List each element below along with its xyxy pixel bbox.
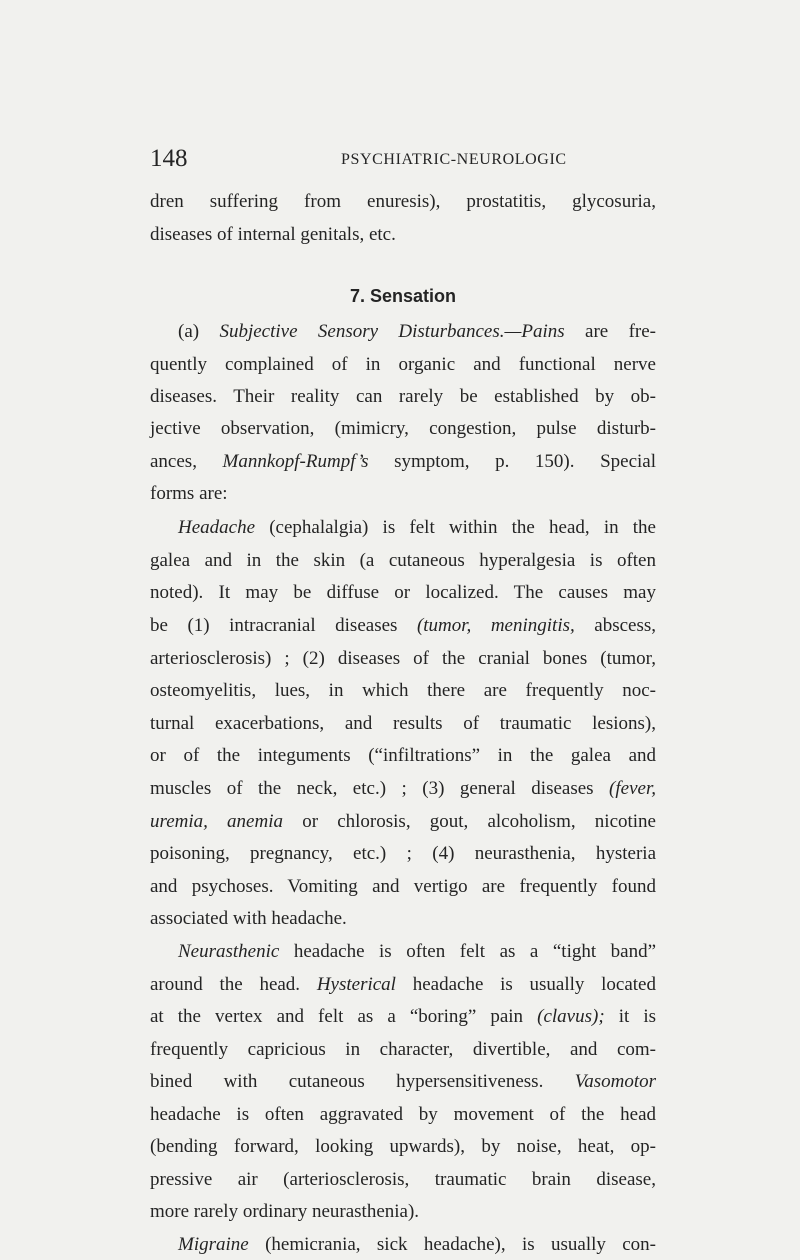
text-line (178, 937, 656, 967)
text-line (150, 382, 656, 412)
page-number: 148 (150, 145, 188, 172)
text-run: galea and in the skin (a cutaneous hyperalgesia is often (150, 550, 656, 571)
text-run: more rarely ordinary neurasthenia). (150, 1201, 420, 1222)
text-run: bined with cutaneous hypersensitiveness. (150, 1071, 575, 1092)
text-line (150, 1002, 656, 1032)
text-line (150, 709, 656, 739)
text-line (150, 479, 656, 509)
text-line (150, 1067, 656, 1097)
section-heading (150, 281, 656, 311)
text-run: (bending forward, looking upwards), by noise, heat, op- (150, 1136, 656, 1157)
text-run: dren suffering from enuresis), prostatitis, glycosuria, (150, 191, 656, 212)
italic-run: Mannkopf-Rumpf’s (222, 451, 369, 472)
text-run: turnal exacerbations, and results of traumatic lesions), (150, 713, 656, 734)
text-line (178, 513, 656, 543)
text-line (150, 872, 656, 902)
text-line (150, 1100, 656, 1130)
text-line (150, 676, 656, 706)
text-run: symptom, p. 150). Special (368, 451, 656, 472)
italic-run: (tumor, meningitis, (416, 615, 575, 636)
text-run: diseases. Their reality can rarely be established by ob- (150, 386, 656, 407)
text-line (150, 1035, 656, 1065)
text-run: associated with headache. (150, 908, 347, 929)
text-line (150, 187, 656, 217)
text-run: frequently capricious in character, divertible, and com- (150, 1039, 656, 1060)
text-run: ances, (150, 451, 223, 472)
text-line (150, 350, 656, 380)
text-line (150, 839, 656, 869)
text-run: it is (604, 1006, 657, 1027)
text-run: headache is usually located (395, 974, 656, 995)
italic-run: Vasomotor (574, 1071, 656, 1092)
text-line (150, 774, 656, 804)
text-line (150, 741, 656, 771)
text-run: or of the integuments (“infiltrations” in the galea and (150, 745, 656, 766)
italic-run: Subjective Sensory Disturbances.—Pains (219, 321, 565, 342)
text-run: jective observation, (mimicry, congestion, pulse disturb- (150, 418, 656, 439)
text-run: be (1) intracranial diseases (150, 615, 417, 636)
text-line (150, 970, 656, 1000)
text-run: headache is often felt as a “tight band” (279, 941, 656, 962)
text-run: forms are: (150, 483, 228, 504)
text-run: (hemicrania, sick headache), is usually con- (248, 1234, 656, 1255)
text-run: (cephalalgia) is felt within the head, in the (255, 517, 656, 538)
italic-run: uremia, anemia (150, 811, 283, 832)
text-line (150, 1132, 656, 1162)
text-line (150, 644, 656, 674)
text-line (178, 1230, 656, 1260)
text-run: are fre- (564, 321, 656, 342)
text-line (178, 317, 656, 347)
italic-run: Headache (178, 517, 256, 538)
page-header (150, 146, 656, 172)
italic-run: Hysterical (316, 974, 396, 995)
text-line (150, 807, 656, 837)
text-run: arteriosclerosis) ; (2) diseases of the cranial bones (tumor, (150, 648, 656, 669)
text-run: osteomyelitis, lues, in which there are frequently noc- (150, 680, 656, 701)
text-run: diseases of internal genitals, etc. (150, 224, 396, 245)
text-run: around the head. (150, 974, 317, 995)
running-head: PSYCHIATRIC-NEUROLOGIC (341, 151, 567, 168)
text-line (150, 447, 656, 477)
text-line (150, 546, 656, 576)
text-line (150, 1165, 656, 1195)
text-run: muscles of the neck, etc.) ; (3) general diseases (150, 778, 610, 799)
text-line (150, 414, 656, 444)
text-run: pressive air (arteriosclerosis, traumatic brain disease, (150, 1169, 656, 1190)
text-line (150, 1197, 656, 1227)
text-line (150, 611, 656, 641)
text-run: at the vertex and felt as a “boring” pain (150, 1006, 538, 1027)
text-run: headache is often aggravated by movement of the head (150, 1104, 656, 1125)
text-run: noted). It may be diffuse or localized. The causes may (150, 582, 656, 603)
text-run: and psychoses. Vomiting and vertigo are frequently found (150, 876, 656, 897)
text-line (150, 220, 656, 250)
italic-run: Neurasthenic (178, 941, 280, 962)
text-run: or chlorosis, gout, alcoholism, nicotine (283, 811, 656, 832)
italic-run: (clavus); (537, 1006, 605, 1027)
text-line (150, 578, 656, 608)
italic-run: Migraine (178, 1234, 249, 1255)
text-line (150, 904, 656, 934)
text-run: abscess, (574, 615, 657, 636)
italic-run: (fever, (609, 778, 656, 799)
text-run: poisoning, pregnancy, etc.) ; (4) neurasthenia, hysteria (150, 843, 656, 864)
text-run: quently complained of in organic and functional nerve (150, 354, 656, 375)
text-run: (a) (178, 321, 220, 342)
text-run: 7. Sensation (349, 286, 457, 306)
